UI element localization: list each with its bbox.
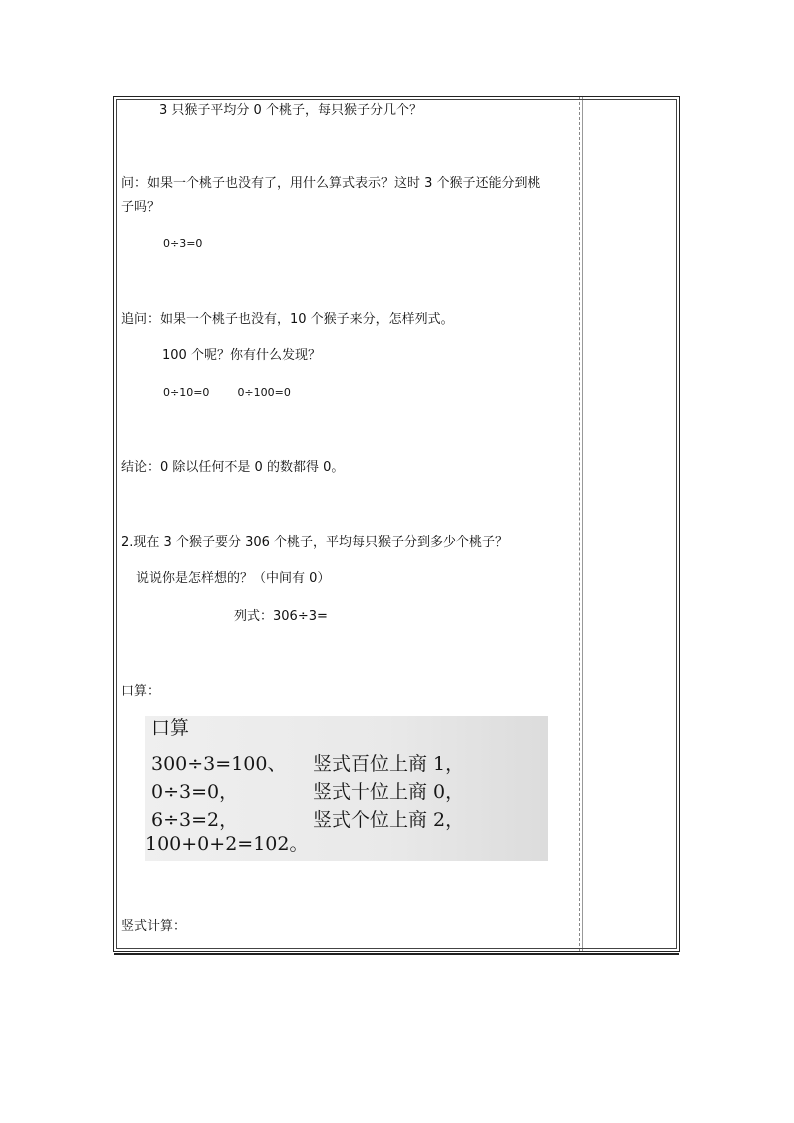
task-2-question: 2.现在 3 个猴子要分 306 个桃子，平均每只猴子分到多少个桃子？	[121, 535, 509, 550]
equation-div-10: 0÷10=0	[163, 386, 210, 399]
question-zero-line1: 问：如果一个桃子也没有了，用什么算式表示？这时 3 个猴子还能分到桃	[121, 176, 541, 191]
oral-row-calc: 100+0+2=102。	[145, 833, 309, 855]
equation-div-100: 0÷100=0	[237, 386, 291, 399]
oral-row-note: 竖式十位上商 0，	[313, 781, 465, 803]
oral-calc-label: 口算：	[121, 684, 161, 699]
oral-row-note: 竖式个位上商 2，	[313, 809, 465, 831]
question-intro: 3 只猴子平均分 0 个桃子，每只猴子分几个？	[159, 103, 422, 118]
oral-row-calc: 0÷3=0，	[151, 781, 239, 803]
oral-row-calc: 300÷3=100、	[151, 753, 287, 775]
follow-up-question: 追问：如果一个桃子也没有，10 个猴子来分，怎样列式。	[121, 312, 454, 327]
oral-calc-image	[145, 716, 548, 861]
column-divider-secondary	[582, 97, 583, 951]
hundred-question: 100 个呢？你有什么发现？	[162, 348, 321, 363]
column-divider	[579, 97, 580, 951]
think-prompt: 说说你是怎样想的？（中间有 0）	[136, 571, 331, 586]
oral-row-calc: 6÷3=2，	[151, 809, 239, 831]
question-zero-line2: 子吗？	[121, 200, 161, 215]
oral-row-note: 竖式百位上商 1，	[313, 753, 465, 775]
vertical-calc-label: 竖式计算：	[121, 919, 187, 934]
formula: 列式：306÷3=	[234, 609, 328, 624]
equations-row	[163, 383, 291, 403]
conclusion: 结论：0 除以任何不是 0 的数都得 0。	[121, 460, 345, 475]
table-bottom-border	[114, 953, 679, 955]
oral-image-title: 口算	[151, 717, 190, 739]
equation-zero-div-3: 0÷3=0	[163, 237, 203, 250]
